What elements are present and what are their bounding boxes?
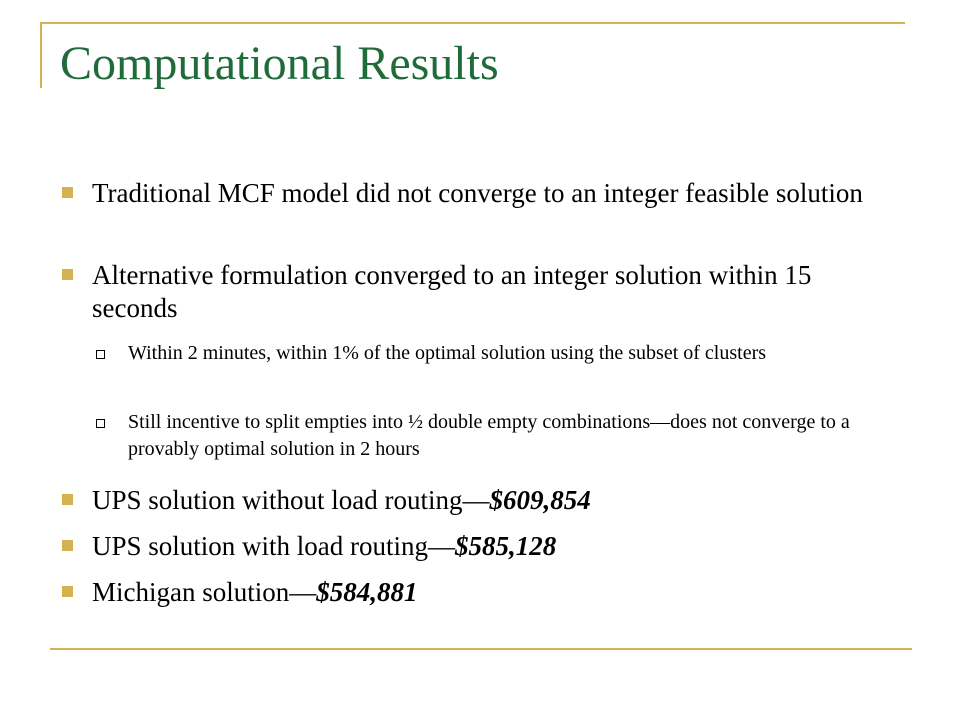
sub-bullet-item	[128, 340, 908, 367]
sub-bullet-text: Still incentive to split empties into ½ double empty combinations—does not converge to a provably optimal solution in 2 hours	[128, 411, 850, 460]
bullet-text: Traditional MCF model did not converge to an integer feasible solution	[92, 178, 863, 208]
cost-value: $609,854	[489, 485, 591, 515]
square-bullet-icon	[62, 586, 73, 597]
bullet-item	[92, 530, 882, 563]
square-bullet-icon	[62, 187, 73, 198]
bullet-item	[92, 259, 882, 325]
square-bullet-icon	[62, 494, 73, 505]
sub-bullet-text: Within 2 minutes, within 1% of the optimal solution using the subset of clusters	[128, 342, 767, 364]
bullet-text: Alternative formulation converged to an integer solution within 15 seconds	[92, 260, 812, 323]
hollow-square-bullet-icon	[96, 350, 105, 359]
sub-bullet-item	[128, 409, 908, 463]
bullet-item	[92, 484, 882, 517]
bullet-text: Michigan solution—	[92, 577, 317, 607]
bullet-text: UPS solution with load routing—	[92, 531, 456, 561]
hollow-square-bullet-icon	[96, 419, 105, 428]
square-bullet-icon	[62, 540, 73, 551]
cost-value: $585,128	[455, 531, 557, 561]
bullet-item	[92, 177, 882, 210]
slide-title: Computational Results	[60, 37, 499, 90]
bullet-item	[92, 576, 882, 609]
square-bullet-icon	[62, 269, 73, 280]
cost-value: $584,881	[316, 577, 418, 607]
bullet-text: UPS solution without load routing—	[92, 485, 490, 515]
